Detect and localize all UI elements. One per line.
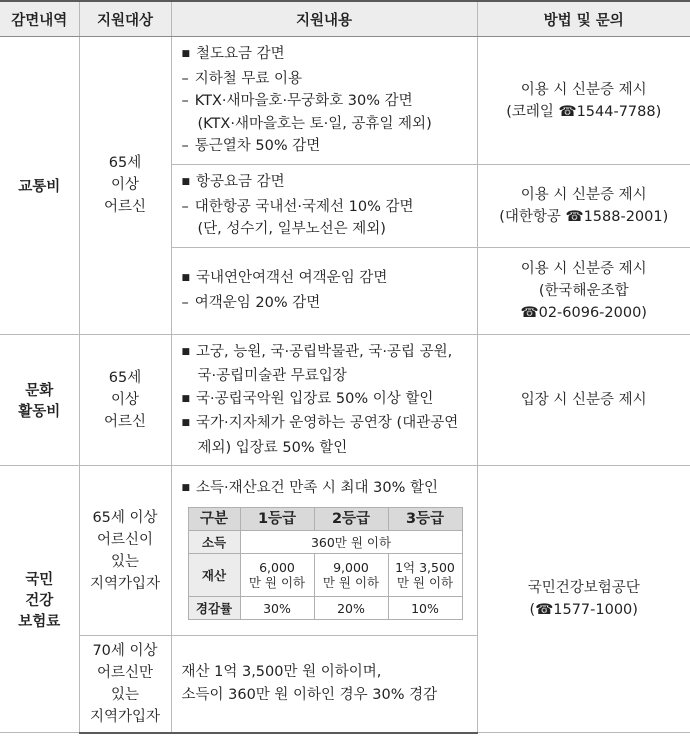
content-insurance-65: ■ 소득·재산요건 만족 시 최대 30% 할인 구분 1등급 2등급 3등급 소득 360만 원 이하 재산 6,000 만 원 이하 9,000 만 원 이하 1억 3,500 만 원 이하 경감률 30% 20% 10%: [171, 466, 477, 636]
header-method: 방법 및 문의: [477, 1, 690, 37]
category-culture: 문화 활동비: [0, 334, 79, 466]
content-rail: ■ 철도요금 감면 – 지하철 무료 이용 – KTX·새마을호·무궁화호 30% 감면 (KTX·새마을호는 토·일, 공휴일 제외) – 통근열차 50% 감면: [171, 37, 477, 165]
sub-row-income: 소득 360만 원 이하: [188, 531, 462, 554]
rail-title: ■ 철도요금 감면: [181, 46, 285, 63]
bullet-icon: ■: [181, 482, 191, 493]
content-insurance-70: 재산 1억 3,500만 원 이하이며, 소득이 360만 원 이하인 경우 30% 경감: [171, 636, 477, 733]
category-transport: 교통비: [0, 37, 79, 335]
table-row: [0, 334, 690, 466]
header-content: 지원내용: [171, 1, 477, 37]
dash-icon: –: [181, 138, 189, 155]
category-insurance: 국민 건강 보험료: [0, 466, 79, 733]
sub-header-row: 구분 1등급 2등급 3등급: [188, 508, 462, 531]
header-row: [0, 1, 690, 37]
bullet-icon: ■: [181, 346, 191, 357]
method-rail: 이용 시 신분증 제시 (코레일 ☎1544-7788): [477, 37, 690, 165]
header-target: 지원대상: [79, 1, 171, 37]
sub-row-property: 재산 6,000 만 원 이하 9,000 만 원 이하 1억 3,500 만 원 이하: [188, 554, 462, 597]
discount-grade-table: [188, 507, 463, 620]
target-transport: 65세 이상 어르신: [79, 37, 171, 335]
content-ship: ■ 국내연안여객선 여객운임 감면 – 여객운임 20% 감면: [171, 247, 477, 334]
dash-icon: –: [181, 70, 189, 87]
target-insurance-65: 65세 이상 어르신이 있는 지역가입자: [79, 466, 171, 636]
dash-icon: –: [181, 198, 189, 215]
method-ship: 이용 시 신분증 제시 (한국해운조합 ☎02-6096-2000): [477, 247, 690, 334]
method-culture: 입장 시 신분증 제시: [477, 334, 690, 466]
dash-icon: –: [181, 93, 189, 110]
bullet-icon: ■: [181, 49, 191, 60]
method-insurance: 국민건강보험공단 (☎1577-1000): [477, 466, 690, 733]
bullet-icon: ■: [181, 273, 191, 283]
content-culture: ■ 고궁, 능원, 국·공립박물관, 국·공립 공원, 국·공립미술관 무료입장 ■ 국·공립국악원 입장료 50% 이상 할인 ■ 국가·지자체가 운영하는 공연장 (대관공연 제외) 입장료 50% 할인: [171, 334, 477, 466]
method-air: 이용 시 신분증 제시 (대한항공 ☎1588-2001): [477, 165, 690, 248]
target-insurance-70: 70세 이상 어르신만 있는 지역가입자: [79, 636, 171, 733]
bullet-icon: ■: [181, 418, 191, 428]
bullet-icon: ■: [181, 393, 191, 404]
table-row: [0, 466, 690, 636]
content-air: ■ 항공요금 감면 – 대한항공 국내선·국제선 10% 감면 (단, 성수기, 일부노선은 제외): [171, 165, 477, 248]
sub-row-rate: 경감률 30% 20% 10%: [188, 597, 462, 620]
target-culture: 65세 이상 어르신: [79, 334, 171, 466]
dash-icon: –: [181, 294, 189, 311]
header-category: 감면내역: [0, 1, 79, 37]
table-row: [0, 37, 690, 165]
bullet-icon: ■: [181, 177, 191, 187]
